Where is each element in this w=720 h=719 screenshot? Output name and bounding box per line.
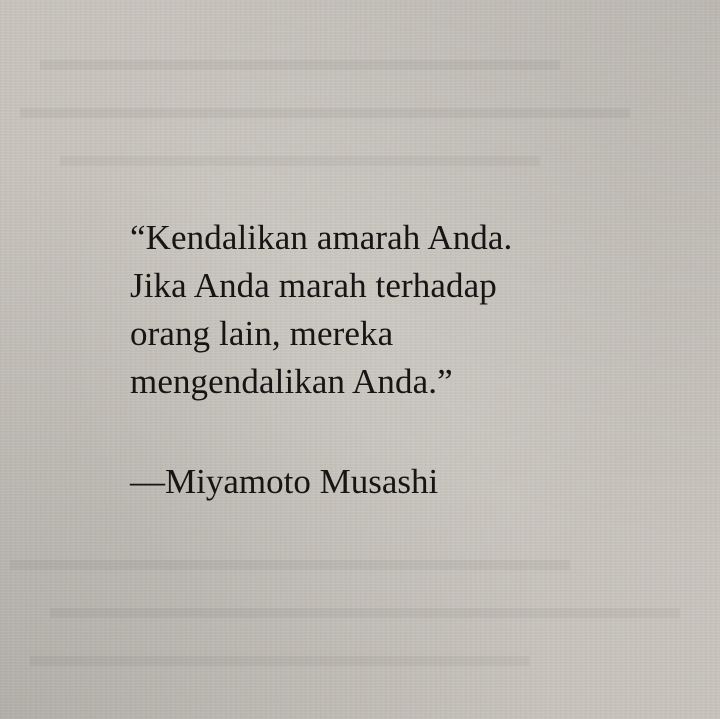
- quote-line: orang lain, mereka: [130, 314, 394, 353]
- quote-line: mengendalikan Anda.”: [130, 362, 453, 401]
- quote-line: Jika Anda marah terhadap: [130, 266, 497, 305]
- quote-attribution: —Miyamoto Musashi: [130, 462, 439, 501]
- quote-line: “Kendalikan amarah Anda.: [130, 218, 513, 257]
- quote-text: [130, 214, 690, 406]
